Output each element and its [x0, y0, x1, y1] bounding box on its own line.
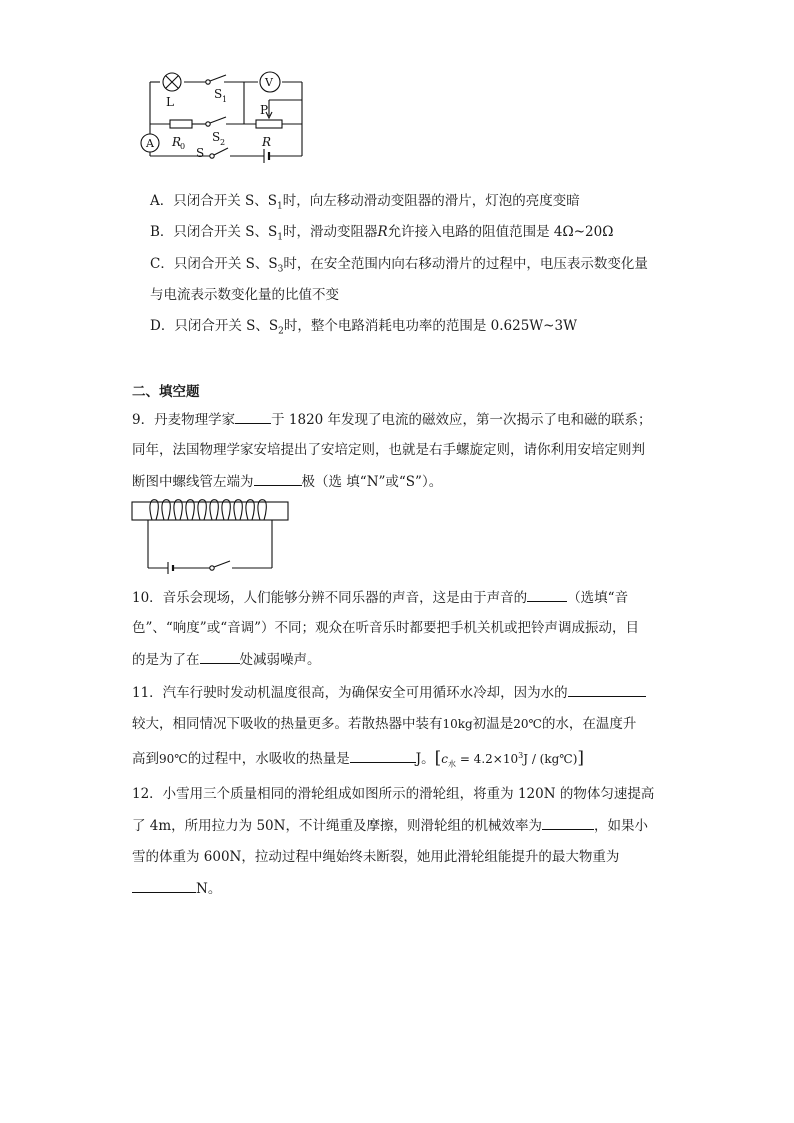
q10-blank-2[interactable]: [200, 649, 240, 664]
q9-line-1: 9．丹麦物理学家 于 1820 年发现了电流的磁效应，第一次揭示了电和磁的联系；: [132, 409, 652, 430]
s-label: S: [196, 146, 205, 160]
specific-heat-formula: [$c_水 = 4.2\times 10^3J$ / (kg℃)]: [434, 748, 585, 769]
q10-line-1: 10．音乐会现场，人们能够分辨不同乐器的声音，这是由于声音的 （选填“音: [132, 587, 628, 608]
q10-line-2: 色”、“响度”或“音调”）不同；观众在听音乐时都要把手机关机或把铃声调成振动，目: [132, 620, 640, 636]
r0-label: R: [172, 135, 182, 149]
circuit-diagram: [128, 64, 318, 172]
q8-option-c-continued: 与电流表示数变化量的比值不变: [150, 287, 339, 303]
r0-sub-label: 0: [180, 142, 186, 151]
s2-label: S: [212, 130, 221, 144]
q8-option-c: C．只闭合开关 S、$S_3$时，在安全范围内向右移动滑片的过程中，电压表示数变化量: [150, 256, 648, 275]
q12-line-2: 了 4m，所用拉力为 50N，不计绳重及摩擦，则滑轮组的机械效率为 ，如果小: [132, 815, 648, 836]
q12-blank-2[interactable]: [132, 878, 196, 893]
q12-blank-1[interactable]: [542, 815, 594, 830]
q9-blank-1[interactable]: [235, 409, 271, 424]
q10-blank-1[interactable]: [527, 587, 567, 602]
lamp-label: L: [166, 95, 174, 109]
section-title: 二、填空题: [132, 384, 200, 400]
voltmeter-label: V: [265, 76, 273, 89]
q9-blank-2[interactable]: [254, 471, 302, 486]
q12-line-1: 12．小雪用三个质量相同的滑轮组成如图所示的滑轮组，将重为 120N 的物体匀速提高: [132, 786, 655, 802]
q9-line-3: 断图中螺线管左端为 极（选 填“N”或“S”）。: [132, 471, 442, 492]
r-label: R: [262, 135, 272, 149]
q9-line-2: 同年，法国物理学家安培提出了安培定则，也就是右手螺旋定则，请你利用安培定则判: [132, 442, 645, 458]
q12-line-4: N。: [132, 878, 221, 899]
q8-option-b: B．只闭合开关 S、$S_1$时，滑动变阻器R允许接入电路的阻值范围是 4Ω~20Ω: [150, 224, 614, 243]
slider-p-label: P: [260, 103, 269, 117]
q11-line-1: 11．汽车行驶时发动机温度很高，为确保安全可用循环水冷却，因为水的: [132, 682, 646, 703]
q12-line-3: 雪的体重为 600N，拉动过程中绳始终未断裂，她用此滑轮组能提升的最大物重为: [132, 849, 620, 865]
s1-label: S: [214, 87, 223, 101]
q8-option-d: D．只闭合开关 S、$S_2$时，整个电路消耗电功率的范围是 0.625W~3W: [150, 318, 577, 337]
q11-blank-2[interactable]: [350, 748, 416, 763]
q11-blank-1[interactable]: [568, 682, 646, 697]
q11-line-3: 高到90℃的过程中，水吸收的热量是 J。[$c_水 = 4.2\times 10^3J$ / (kg℃)]: [132, 748, 585, 769]
q10-line-3: 的是为了在 处减弱噪声。: [132, 649, 321, 670]
s1-sub-label: 1: [222, 95, 228, 104]
q8-option-a: A．只闭合开关 S、$S_1$时，向左移动滑动变阻器的滑片，灯泡的亮度变暗: [150, 193, 580, 212]
q11-line-2: 较大，相同情况下吸收的热量更多。若散热器中装有10kg初温是20℃的水，在温度升: [132, 716, 637, 732]
solenoid-diagram: [130, 496, 292, 578]
ammeter-label: A: [146, 137, 154, 150]
s2-sub-label: 2: [220, 138, 226, 147]
